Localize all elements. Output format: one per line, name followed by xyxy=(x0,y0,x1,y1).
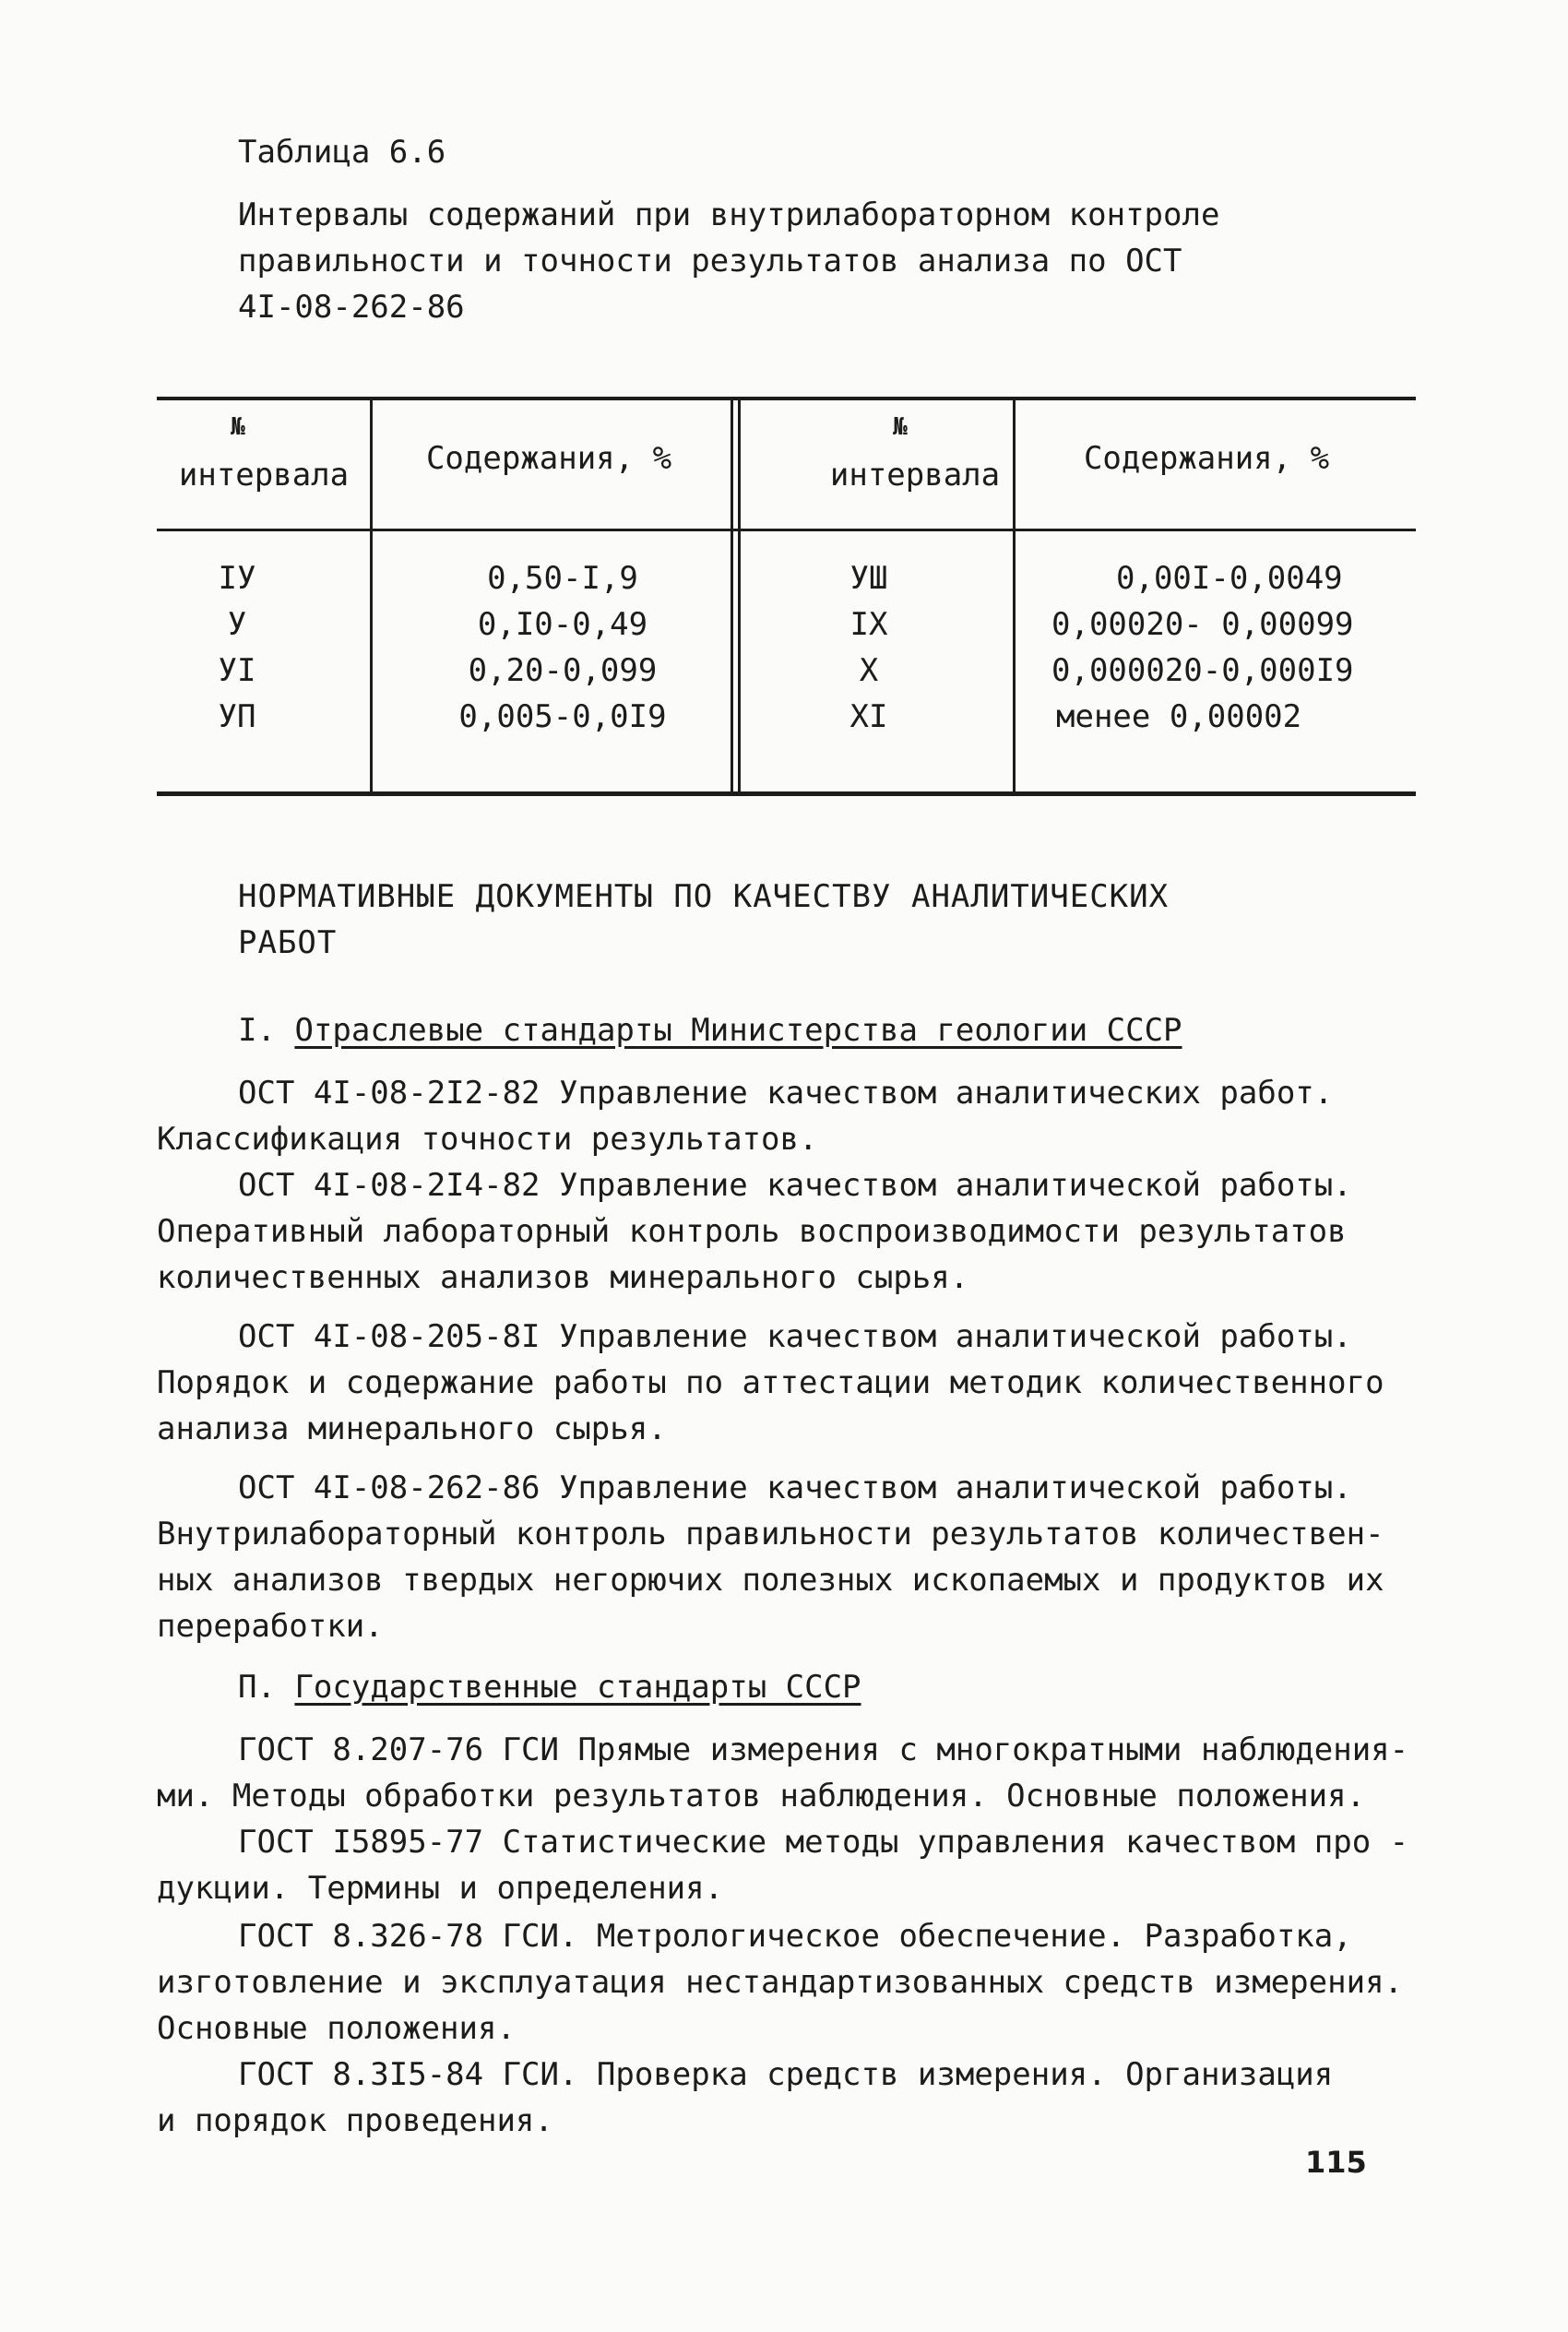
page-number: 115 xyxy=(1305,2145,1367,2180)
interval-cell: IУ xyxy=(218,560,256,597)
header-num-sign: № xyxy=(231,413,245,441)
content-cell: менее 0,00002 xyxy=(1056,698,1302,735)
content-cell: 0,20-0,099 xyxy=(468,652,658,689)
table-title-line: Интервалы содержаний при внутрилабораторном контроле xyxy=(238,196,1220,233)
interval-cell: X xyxy=(859,652,879,689)
standard-entry-cont: и порядок проведения. xyxy=(157,2102,553,2139)
table-title-line: правильности и точности результатов анализа по ОСТ xyxy=(238,243,1182,280)
header-content: Содержания, % xyxy=(425,440,672,477)
intervals-table xyxy=(157,397,1416,803)
table-top-rule xyxy=(157,397,1416,400)
content-cell: 0,00I-0,0049 xyxy=(1116,560,1343,597)
standard-entry-cont: Внутрилабораторный контроль правильности результатов количествен- xyxy=(157,1516,1384,1553)
header-interval: интервала xyxy=(829,457,1001,494)
subsection-number: П. xyxy=(238,1669,276,1706)
table-col-rule xyxy=(738,397,741,793)
header-interval: интервала xyxy=(178,457,350,494)
standard-entry: ОСТ 4I-08-205-8I Управление качеством аналитической работы. xyxy=(238,1318,1352,1355)
interval-cell: УI xyxy=(218,652,256,689)
standard-entry-cont: количественных анализов минерального сырья. xyxy=(157,1259,969,1296)
interval-cell: УП xyxy=(218,698,256,735)
standard-entry-cont: изготовление и эксплуатация нестандартизованных средств измерения. xyxy=(157,1964,1404,2001)
standard-entry-cont: переработки. xyxy=(157,1608,384,1645)
interval-cell: У xyxy=(227,606,247,643)
standard-entry-cont: ных анализов твердых негорючих полезных ископаемых и продуктов их xyxy=(157,1562,1384,1599)
content-cell: 0,000020-0,000I9 xyxy=(1051,652,1354,689)
standard-entry: ГОСТ 8.326-78 ГСИ. Метрологическое обеспечение. Разработка, xyxy=(238,1918,1352,1955)
header-num-sign: № xyxy=(893,413,908,441)
subsection-title: Государственные стандарты СССР xyxy=(294,1669,861,1706)
standard-entry-cont: Порядок и содержание работы по аттестации методик количественного xyxy=(157,1364,1384,1401)
content-cell: 0,005-0,0I9 xyxy=(458,698,667,735)
standard-entry: ОСТ 4I-08-2I4-82 Управление качеством аналитической работы. xyxy=(238,1167,1352,1204)
section-heading: РАБОТ xyxy=(238,924,338,961)
table-col-rule xyxy=(731,397,733,793)
standard-entry-cont: дукции. Термины и определения. xyxy=(157,1870,724,1907)
content-cell: 0,50-I,9 xyxy=(487,560,638,597)
standard-entry: ГОСТ 8.207-76 ГСИ Прямые измерения с многократными наблюдения- xyxy=(238,1731,1409,1768)
table-header-rule xyxy=(157,529,1416,531)
subsection-title: Отраслевые стандарты Министерства геологии СССР xyxy=(294,1012,1182,1049)
table-title-line: 4I-08-262-86 xyxy=(238,289,465,326)
table-label: Таблица 6.6 xyxy=(238,134,446,171)
standard-entry: ОСТ 4I-08-2I2-82 Управление качеством аналитических работ. xyxy=(238,1075,1334,1112)
standard-entry: ОСТ 4I-08-262-86 Управление качеством аналитической работы. xyxy=(238,1469,1352,1506)
subsection-number: I. xyxy=(238,1012,276,1049)
table-col-rule xyxy=(1013,397,1016,793)
standard-entry: ГОСТ I5895-77 Статистические методы управления качеством про - xyxy=(238,1824,1409,1861)
subsection-heading xyxy=(238,1669,861,1706)
interval-cell: XI xyxy=(849,698,888,735)
standard-entry-cont: Классификация точности результатов. xyxy=(157,1121,818,1158)
standard-entry-cont: ми. Методы обработки результатов наблюдения. Основные положения. xyxy=(157,1778,1366,1814)
standard-entry-cont: Основные положения. xyxy=(157,2010,516,2047)
content-cell: 0,I0-0,49 xyxy=(477,606,648,643)
header-content: Содержания, % xyxy=(1083,440,1330,477)
subsection-heading xyxy=(238,1012,1182,1049)
interval-cell: УШ xyxy=(849,560,888,597)
table-col-rule xyxy=(370,397,373,793)
interval-cell: IX xyxy=(849,606,888,643)
standard-entry: ГОСТ 8.3I5-84 ГСИ. Проверка средств измерения. Организация xyxy=(238,2056,1334,2093)
table-bottom-rule xyxy=(157,791,1416,796)
standard-entry-cont: анализа минерального сырья. xyxy=(157,1410,667,1447)
standard-entry-cont: Оперативный лабораторный контроль воспроизводимости результатов xyxy=(157,1213,1347,1250)
section-heading: НОРМАТИВНЫЕ ДОКУМЕНТЫ ПО КАЧЕСТВУ АНАЛИТИЧЕСКИХ xyxy=(238,878,1170,915)
content-cell: 0,00020- 0,00099 xyxy=(1051,606,1354,643)
